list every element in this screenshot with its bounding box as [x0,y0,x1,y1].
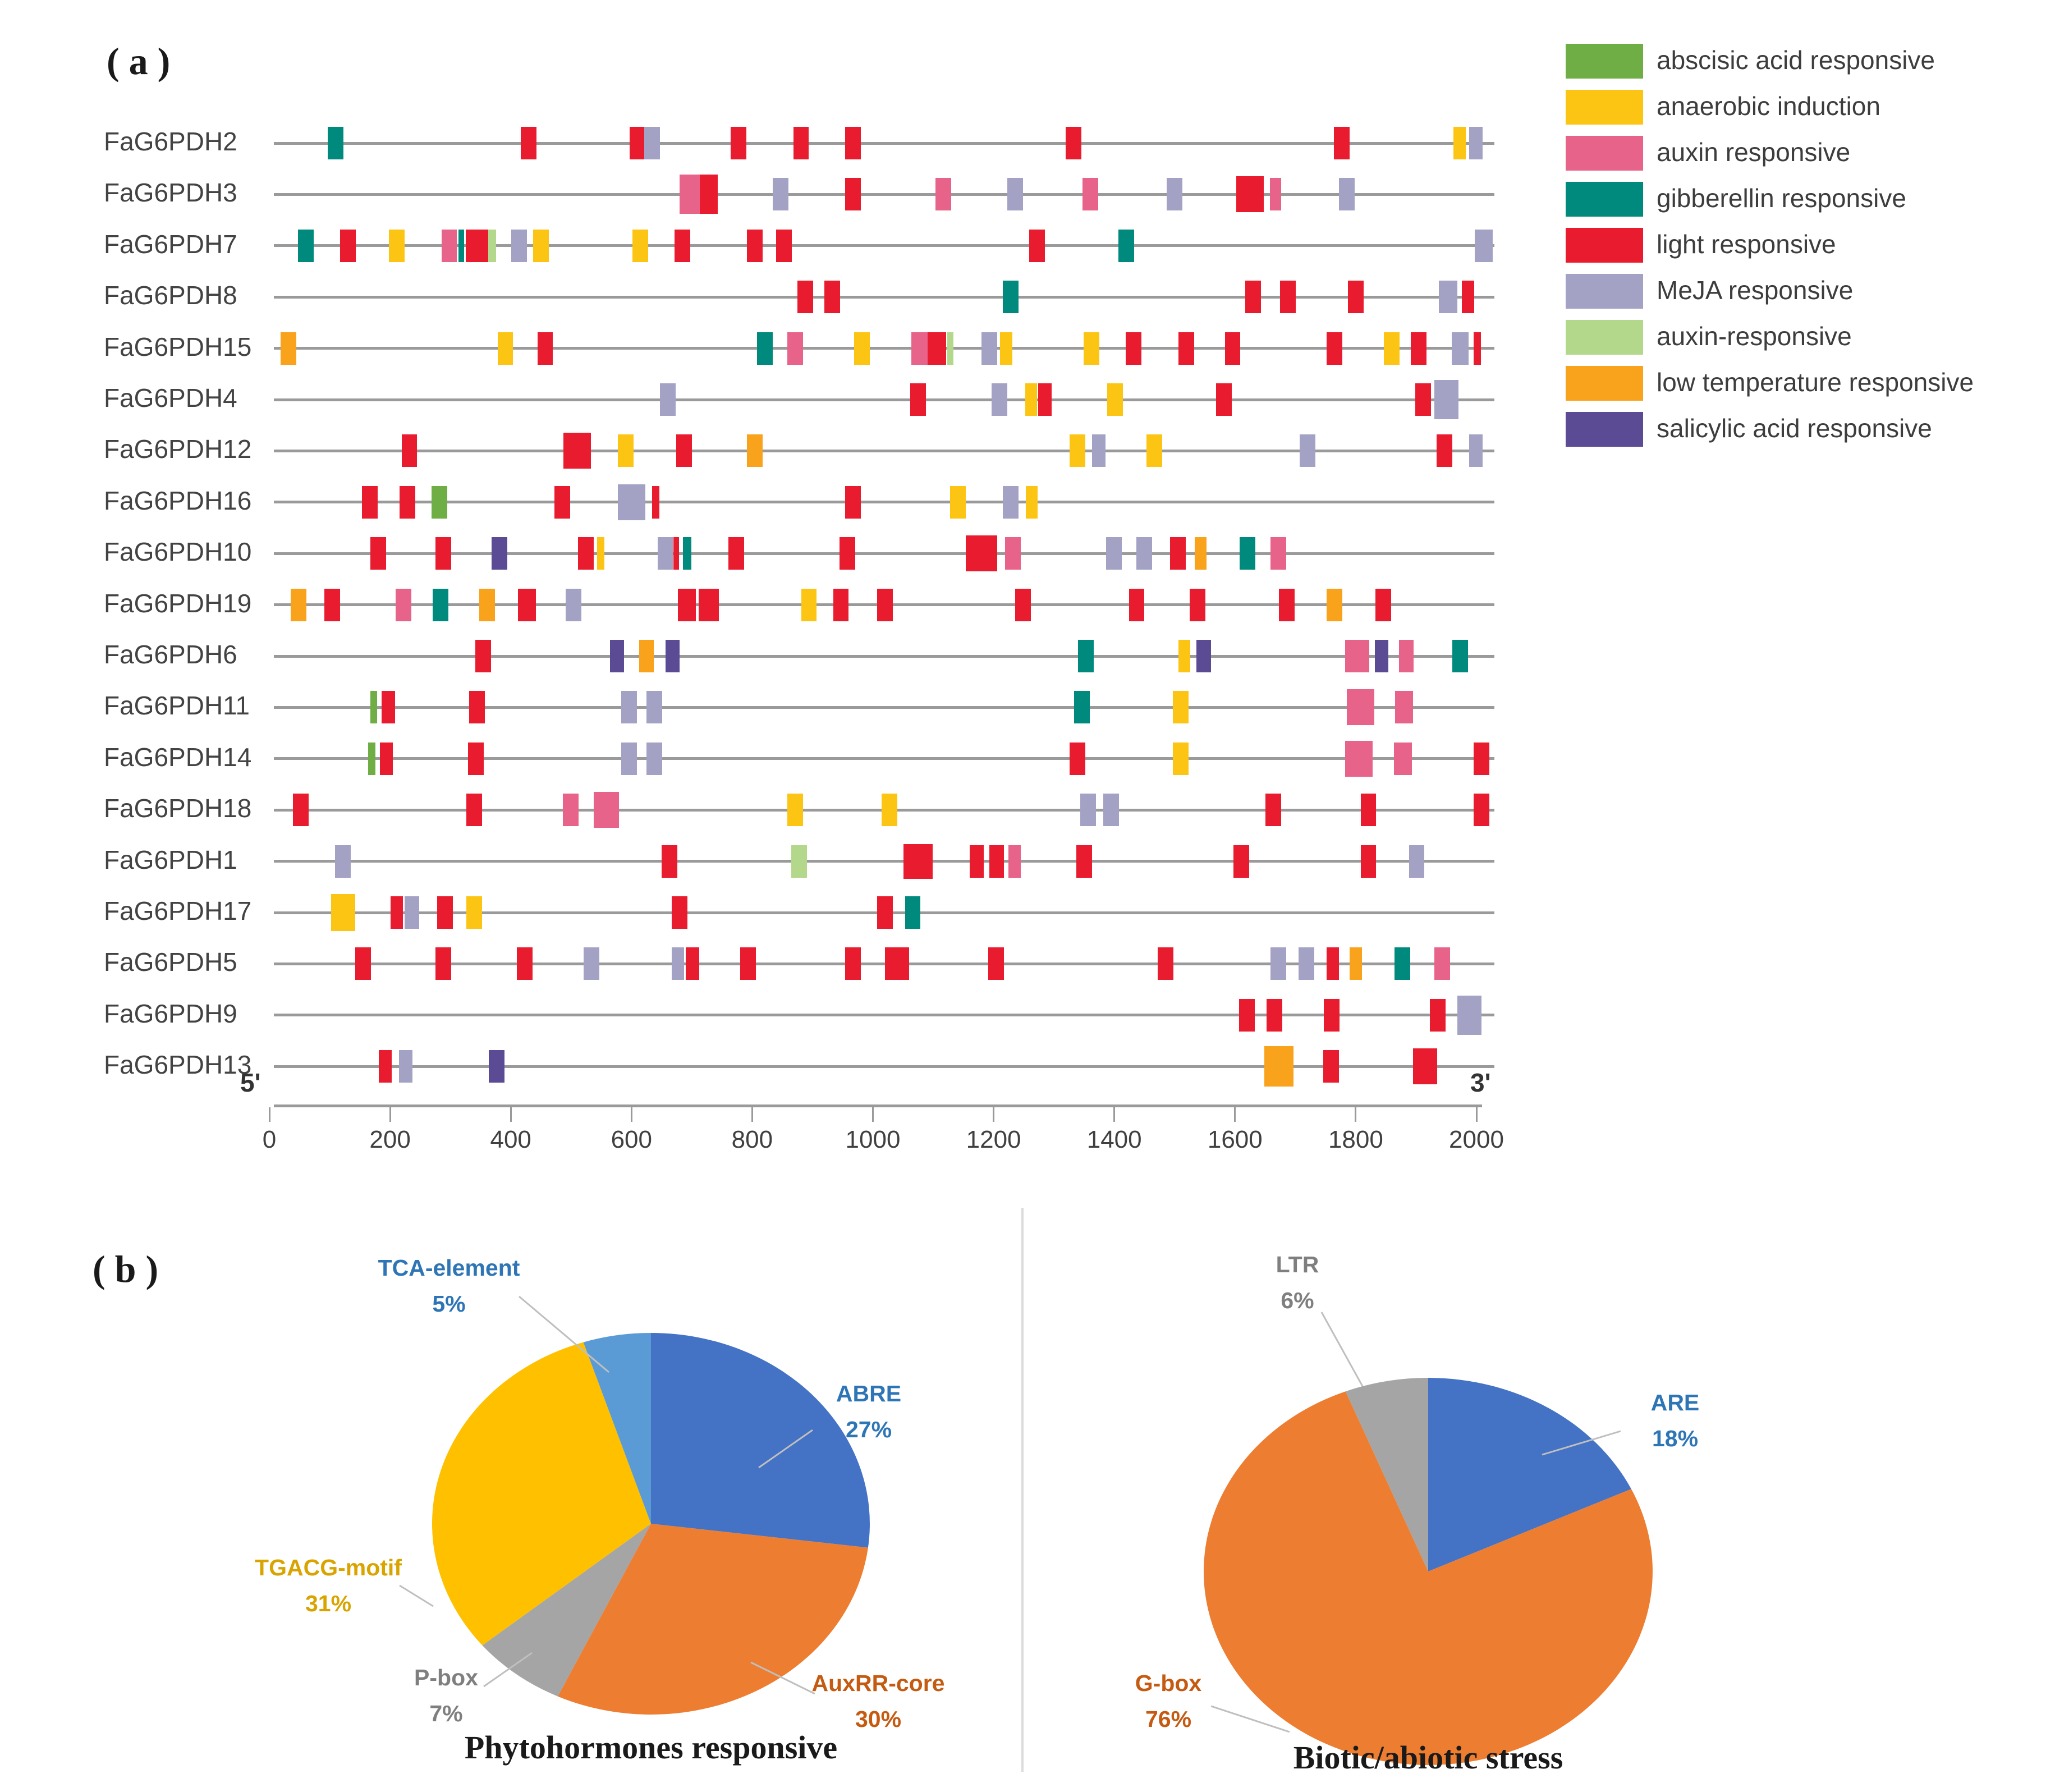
pie-callout-LTR [1276,1247,1319,1318]
panel-b-label: ( b ) [93,1248,159,1290]
gene-name: FaG6PDH18 [104,794,252,823]
gene-name: FaG6PDH13 [104,1050,252,1080]
pie-callout-line: 7% [429,1700,463,1726]
pie-callout-line: 76% [1145,1706,1192,1732]
pie-callout-line: ABRE [836,1381,902,1406]
gene-name: FaG6PDH19 [104,588,252,618]
pie-callout-line: TGACG-motif [255,1555,402,1580]
legend-label: light responsive [1657,230,1836,259]
callout-leader-line [400,1585,433,1606]
pie-callout-G-box [1135,1666,1201,1737]
pie-callout-ABRE [836,1376,901,1447]
callout-leader-line [1322,1312,1363,1386]
pie-callout-line: AuxRR-core [811,1670,945,1696]
gene-name: FaG6PDH16 [104,485,252,515]
gene-name: FaG6PDH7 [104,229,237,259]
axis-tick-label: 2000 [1449,1126,1504,1153]
axis-tick-label: 800 [731,1126,773,1153]
pie-callout-ARE [1651,1385,1700,1456]
gene-name: FaG6PDH4 [104,383,237,413]
axis-tick-label: 600 [611,1126,653,1153]
legend-label: abscisic acid responsive [1657,45,1935,75]
gene-name: FaG6PDH11 [104,691,250,721]
pie-callout-line: G-box [1135,1670,1202,1696]
axis-tick-label: 1800 [1328,1126,1383,1153]
axis-tick-label: 1200 [966,1126,1021,1153]
legend-label: low temperature responsive [1657,368,1974,397]
pie-callout-line: TCA-element [378,1255,520,1281]
legend-label: MeJA responsive [1657,276,1854,305]
gene-name: FaG6PDH6 [104,640,237,669]
legend-label: salicylic acid responsive [1657,414,1932,443]
gene-name: FaG6PDH14 [104,742,252,772]
gene-name: FaG6PDH17 [104,896,252,925]
pie-callout-P-box [414,1660,478,1731]
gene-name: FaG6PDH10 [104,537,252,567]
pie-callout-AuxRR-core [812,1666,945,1737]
gene-name: FaG6PDH9 [104,998,237,1028]
pie-callout-line: P-box [414,1665,478,1690]
panel-a-label: ( a ) [107,40,171,83]
pie-title: Phytohormones responsive [464,1729,838,1766]
pie-callout-line: 30% [855,1706,902,1732]
legend-label: anaerobic induction [1657,91,1880,121]
pie-callout-TGACG-motif [255,1550,402,1621]
axis-tick-label: 0 [262,1126,277,1153]
gene-name: FaG6PDH1 [104,845,237,874]
pie-title: Biotic/abiotic stress [1293,1739,1563,1776]
pie-callout-line: 6% [1281,1287,1314,1313]
pie-callout-TCA-element [378,1250,520,1322]
pie-callout-line: 31% [305,1590,352,1616]
axis-tick-label: 1400 [1086,1126,1142,1153]
axis-tick-label: 1600 [1207,1126,1263,1153]
pie-callout-line: 5% [432,1290,466,1317]
legend-label: auxin responsive [1657,138,1851,167]
pie-callout-line: ARE [1650,1390,1700,1415]
axis-tick-label: 400 [490,1126,531,1153]
five-prime-label: 5' [240,1068,261,1097]
axis-tick-label: 1000 [845,1126,901,1153]
pie-callout-line: 18% [1652,1425,1699,1451]
axis-tick-label: 200 [369,1126,411,1153]
pie-callout-line: LTR [1276,1252,1319,1277]
three-prime-label: 3' [1470,1068,1491,1097]
pie-callout-line: 27% [845,1416,892,1442]
legend-label: gibberellin responsive [1657,184,1906,213]
gene-name: FaG6PDH5 [104,947,237,977]
gene-name: FaG6PDH12 [104,434,252,464]
gene-name: FaG6PDH2 [104,127,237,156]
legend-label: auxin-responsive [1657,322,1852,351]
gene-name: FaG6PDH3 [104,178,237,208]
gene-name: FaG6PDH15 [104,332,252,361]
gene-name: FaG6PDH8 [104,281,237,310]
